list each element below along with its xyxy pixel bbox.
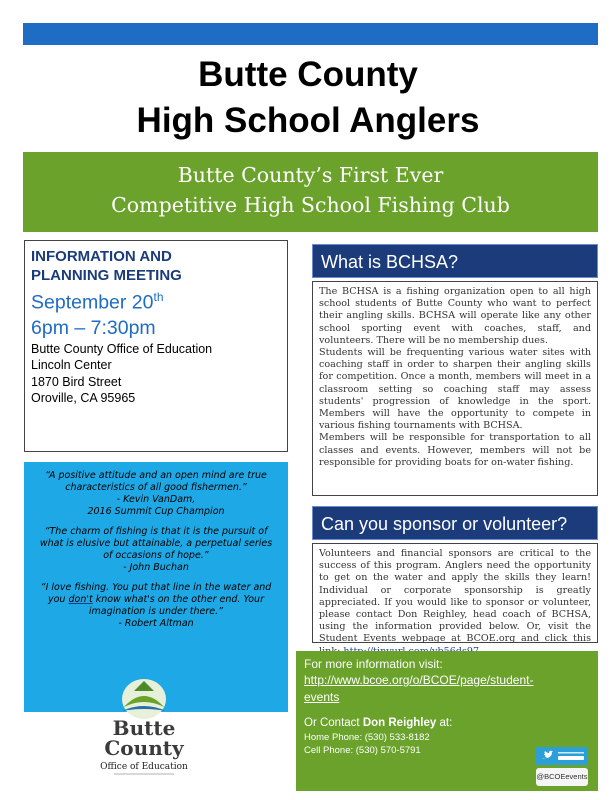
sponsor-heading: Can you sponsor or volunteer? [312,506,598,540]
quote-3 [34,582,278,630]
twitter-icon[interactable] [536,747,588,765]
subtitle-banner [23,152,598,232]
quote-1-author-title: 2016 Summit Cup Champion [87,506,225,517]
info-link-line-2[interactable]: events [304,690,340,704]
info-link-line-1[interactable]: http://www.bcoe.org/o/BCOE/page/student- [304,673,534,687]
logo-line-3: Office of Education [100,762,188,772]
meeting-box [24,240,288,452]
what-paragraph-1: The BCHSA is a fishing organization open to all high school students of Butte County who want to perfect their angling skills. BCHSA will operate like any other school sporting event with coaches, staff, and volunteers. There will be no membership dues. [319,286,591,346]
sponsor-body [312,543,598,643]
home-phone: Home Phone: (530) 533-8182 [304,732,430,743]
quote-3-text-before: “I love fishing. You put that line in the water and you [40,582,272,605]
meeting-time: 6pm – 7:30pm [31,316,156,339]
cell-phone: Cell Phone: (530) 570-5791 [304,745,421,756]
banner-line-2: Competitive High School Fishing Club [111,193,510,217]
quote-2-text: “The charm of fishing is that it is the pursuit of what is elusive but attainable, a perpetual series of occasions of hope.” [39,526,273,561]
sponsor-paragraph [319,548,591,658]
quote-1-author: - Kevin VanDam, [116,494,196,505]
banner-line-1: Butte County’s First Ever [177,163,444,187]
sponsor-text: Volunteers and financial sponsors are critical to the success of this program. Anglers need the opportunity to get on the water and apply the skills they learn! Individual or corporate sponsorship is greatly appreciated. If you would like to sponsor or volunteer, please contact Don Reighley, head coach of BCHSA, using the information provided below. Or, visit the Student Events webpage at BCOE.org and click this [319,548,591,645]
contact-name: Don Reighley [362,717,437,729]
top-blue-bar [23,23,598,45]
quote-2 [34,526,278,574]
quotes-box [24,462,288,712]
logo-line-2: County [104,736,184,760]
bcoe-logo [94,677,194,789]
quote-2-author: - John Buchan [123,562,189,573]
what-paragraph-2: Students will be frequenting various water sites with coaching staff in order to sharpen their angling skills for competition. Once a month, members will meet in a classroom setting so coaching staff may assess students' progression of knowledge in the sport. Members will have the opportunity to compete in various fishing tournaments with BCHSA. [319,347,591,432]
quote-1-text: “A positive attitude and an open mind are true characteristics of all good fishermen.” [45,470,267,493]
meeting-date-main: September 20 [31,291,154,314]
quote-3-text-underlined: don't [68,594,93,605]
quote-1 [34,470,278,518]
meeting-address-line-3: 1870 Bird Street [31,374,122,389]
quote-3-text-after: know what's on the other end. Your imagination is under there.” [88,594,264,617]
title-line-2: High School Anglers [136,101,480,140]
contact-prefix: Or Contact [304,717,363,729]
info-link[interactable] [304,672,590,706]
meeting-date-suffix: th [153,290,164,304]
what-heading: What is BCHSA? [312,244,598,278]
logo-line-1: Butte [112,716,176,740]
meeting-address-line-4: Oroville, CA 95965 [31,391,136,405]
quote-3-author: - Robert Altman [118,618,194,629]
meeting-address-line-1: Butte County Office of Education [31,341,213,356]
meeting-address-line-2: Lincoln Center [31,358,112,372]
meeting-date [31,285,281,316]
page-title [0,52,616,144]
meeting-heading-line-2: PLANNING MEETING [31,267,182,284]
what-paragraph-3: Members will be responsible for transportation to all classes and events. However, members will not be responsible for providing boats for on-water fishing. [319,432,591,468]
contact-line [304,716,590,731]
info-heading: For more information visit: [304,657,443,671]
title-line-1: Butte County [198,55,418,94]
meeting-heading-line-1: INFORMATION AND [31,248,172,265]
what-body [312,281,598,496]
twitter-handle-badge[interactable]: @BCOEevents [536,768,588,786]
contact-suffix: at: [436,717,453,729]
